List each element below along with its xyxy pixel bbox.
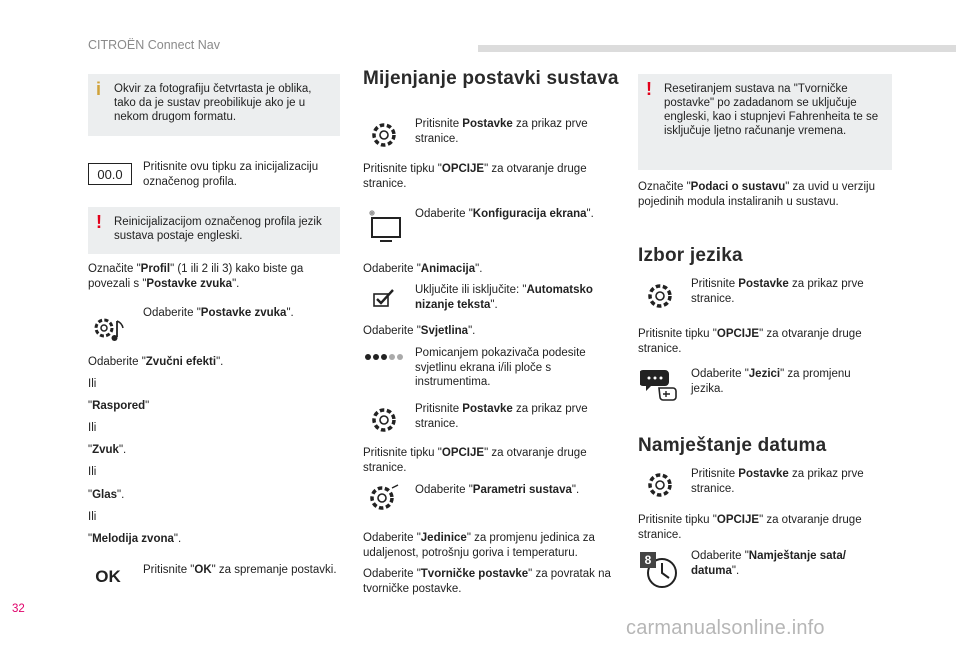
clock-badge: 8 xyxy=(640,552,656,568)
system-parameters-icon xyxy=(366,482,402,514)
date-step-select: Odaberite "Namještanje sata/ datuma". xyxy=(691,550,846,577)
step-system-params-text: Odaberite "Parametri sustava". xyxy=(415,484,580,496)
step-auto-scroll-text: Uključite ili isključite: "Automatsko nizanje teksta". xyxy=(415,284,593,311)
date-step-settings: Pritisnite Postavke za prikaz prve stranice. xyxy=(691,468,864,495)
settings-gear-icon xyxy=(368,404,400,436)
info-note-photo xyxy=(88,74,340,136)
system-info-text: Označite "Podaci o sustavu" za uvid u verziju pojedinih modula instaliranih u sustavu. xyxy=(638,181,875,208)
settings-gear-icon xyxy=(368,119,400,151)
brightness-slider-icon xyxy=(364,352,404,362)
checkbox-icon xyxy=(372,287,398,309)
lang-step-select: Odaberite "Jezici" za promjenu jezika. xyxy=(691,368,851,395)
document-header-title: CITROËN Connect Nav xyxy=(88,38,220,52)
date-step-options: Pritisnite tipku "OPCIJE" za otvaranje druge stranice. xyxy=(638,514,862,541)
step-screen-config-text: Odaberite "Konfiguracija ekrana". xyxy=(415,208,594,220)
info-note-text: Okvir za fotografiju četvrtasta je oblika, tako da je sustav preobilikuje ako je u nekom drugom formatu. xyxy=(114,83,312,123)
step-brightness-text: Odaberite "Svjetlina". xyxy=(363,325,476,337)
step-brightness-desc: Pomicanjem pokazivača podesite svjetlinu ekrana i/ili ploče s instrumentima. xyxy=(415,347,586,388)
reset-icon-label: 00.0 xyxy=(97,166,123,182)
step-settings-text: Pritisnite Postavke za prikaz prve stranice. xyxy=(415,118,588,145)
sound-text: "Zvuk". xyxy=(88,444,127,456)
or-text: Ili xyxy=(88,466,97,478)
or-text: Ili xyxy=(88,422,97,434)
settings-gear-icon xyxy=(644,469,676,501)
layout-text: "Raspored" xyxy=(88,400,150,412)
ringtone-text: "Melodija zvona". xyxy=(88,533,182,545)
or-text: Ili xyxy=(88,378,97,390)
voice-text: "Glas". xyxy=(88,489,125,501)
step-units-text: Odaberite "Jedinice" za promjenu jedinica za udaljenost, potrošnju goriva i temperaturu. xyxy=(363,532,595,559)
reset-text: Pritisnite ovu tipku za inicijalizaciju označenog profila. xyxy=(143,161,319,188)
step-options-text: Pritisnite tipku "OPCIJE" za otvaranje druge stranice. xyxy=(363,163,587,190)
reset-counter-icon xyxy=(88,163,132,185)
page-number: 32 xyxy=(12,603,25,615)
language-icon xyxy=(640,366,680,402)
heading-language: Izbor jezika xyxy=(638,245,743,266)
warning-note-text: Resetiranjem sustava na "Tvorničke postavke" po zadadanom se uključuje engleski, kao i stupnjevi Fahrenheita te se isključuje ljetno računanje vremena. xyxy=(664,83,879,137)
lang-step-settings: Pritisnite Postavke za prikaz prve stranice. xyxy=(691,278,864,305)
settings-gear-icon xyxy=(644,280,676,312)
watermark: carmanualsonline.info xyxy=(626,617,825,639)
warning-note-text: Reinicijalizacijom označenog profila jezik sustava postaje engleski. xyxy=(114,216,322,242)
heading-system-settings: Mijenjanje postavki sustava xyxy=(363,68,619,89)
warning-note-profile xyxy=(88,207,340,254)
step-factory-text: Odaberite "Tvorničke postavke" za povratak na tvorničke postavke. xyxy=(363,568,611,595)
warning-icon: ! xyxy=(646,79,652,99)
info-icon: i xyxy=(96,79,102,99)
sound-settings-text: Odaberite "Postavke zvuka". xyxy=(143,307,294,319)
ok-text: Pritisnite "OK" za spremanje postavki. xyxy=(143,564,337,576)
warning-note-factory xyxy=(638,74,892,170)
step-settings-text-2: Pritisnite Postavke za prikaz prve stranice. xyxy=(415,403,588,430)
header-rule xyxy=(478,45,956,52)
screen-config-icon xyxy=(366,208,404,244)
step-animation-text: Odaberite "Animacija". xyxy=(363,263,483,275)
effects-text: Odaberite "Zvučni efekti". xyxy=(88,356,224,368)
or-text: Ili xyxy=(88,511,97,523)
lang-step-options: Pritisnite tipku "OPCIJE" za otvaranje druge stranice. xyxy=(638,328,862,355)
ok-icon: OK xyxy=(95,567,121,586)
heading-date: Namještanje datuma xyxy=(638,435,827,456)
clock-icon xyxy=(640,549,684,591)
step-options-text-2: Pritisnite tipku "OPCIJE" za otvaranje druge stranice. xyxy=(363,447,587,474)
select-profile-text: Označite "Profil" (1 ili 2 ili 3) kako biste ga povezali s "Postavke zvuka". xyxy=(88,263,304,290)
warning-icon: ! xyxy=(96,212,102,232)
sound-settings-icon xyxy=(90,313,128,345)
